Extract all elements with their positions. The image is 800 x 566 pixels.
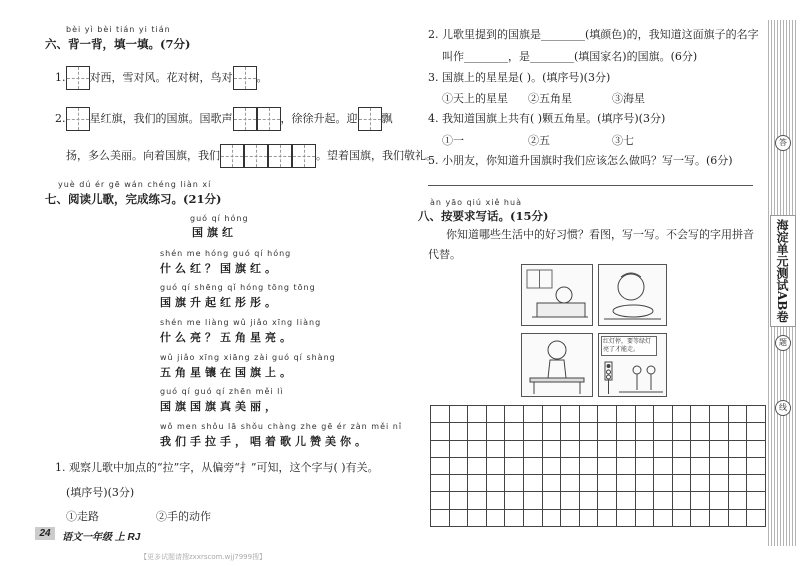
grid-cell[interactable]: [654, 475, 673, 492]
grid-cell[interactable]: [654, 406, 673, 423]
grid-cell[interactable]: [598, 457, 617, 474]
q7-1-option-1: ①走路: [66, 510, 99, 523]
grid-row: [431, 492, 766, 509]
q6-2-text-c: 飘: [381, 112, 393, 125]
q7-4-option-1: ①一: [442, 134, 464, 147]
grid-cell[interactable]: [505, 475, 524, 492]
grid-cell[interactable]: [431, 492, 450, 509]
grid-cell[interactable]: [616, 440, 635, 457]
grid-cell[interactable]: [523, 423, 542, 440]
poem-line: 什么亮？五角星亮。: [160, 331, 295, 344]
grid-cell[interactable]: [523, 509, 542, 526]
grid-cell[interactable]: [449, 406, 468, 423]
grid-cell[interactable]: [598, 440, 617, 457]
poem-title-pinyin: guó qí hóng: [190, 214, 249, 223]
q7-3-option-2: ②五角星: [528, 92, 572, 105]
q6-2-text-a: 星红旗，我们的国旗。国歌声: [89, 112, 233, 125]
writing-grid[interactable]: [430, 405, 766, 527]
grid-cell[interactable]: [654, 423, 673, 440]
poem-title: 国旗红: [192, 226, 237, 239]
grid-cell[interactable]: [486, 406, 505, 423]
s8-instructions: 你知道哪些生活中的好习惯？看图，写一写。不会写的字用拼音: [446, 228, 754, 241]
page-footer: 语文一年级 上 RJ: [62, 532, 141, 543]
grid-cell[interactable]: [691, 475, 710, 492]
grid-cell[interactable]: [486, 440, 505, 457]
grid-cell[interactable]: [747, 492, 766, 509]
grid-cell[interactable]: [579, 457, 598, 474]
q6-2-line2: [66, 144, 437, 168]
poem-line: 五角星镶在国旗上。: [160, 366, 295, 379]
grid-cell[interactable]: [486, 509, 505, 526]
grid-cell[interactable]: [672, 423, 691, 440]
grid-cell[interactable]: [561, 492, 580, 509]
grid-cell[interactable]: [486, 475, 505, 492]
grid-cell[interactable]: [709, 457, 728, 474]
poem-line-pinyin: guó qí guó qí zhēn měi lì: [160, 387, 284, 396]
grid-cell[interactable]: [542, 492, 561, 509]
grid-cell[interactable]: [449, 457, 468, 474]
q7-3: 3. 国旗上的星星是( )。(填序号)(3分): [428, 71, 611, 84]
grid-cell[interactable]: [598, 406, 617, 423]
q7-3-option-1: ①天上的星星: [442, 92, 508, 105]
char-box[interactable]: [233, 107, 257, 131]
picture-homework: [521, 333, 593, 397]
grid-cell[interactable]: [598, 509, 617, 526]
grid-cell[interactable]: [431, 509, 450, 526]
grid-cell[interactable]: [505, 509, 524, 526]
section8-title: 八、按要求写话。(15分): [418, 209, 549, 223]
grid-cell[interactable]: [523, 440, 542, 457]
grid-cell[interactable]: [579, 440, 598, 457]
q7-3-option-3: ③海星: [612, 92, 645, 105]
grid-cell[interactable]: [616, 457, 635, 474]
char-box[interactable]: [244, 144, 268, 168]
grid-cell[interactable]: [431, 406, 450, 423]
grid-cell[interactable]: [691, 509, 710, 526]
grid-cell[interactable]: [561, 423, 580, 440]
grid-cell[interactable]: [672, 457, 691, 474]
grid-cell[interactable]: [598, 475, 617, 492]
side-label-box: [770, 215, 796, 327]
side-strip: [768, 20, 796, 546]
poem-line-pinyin: shén me hóng guó qí hóng: [160, 249, 292, 258]
poem-line-pinyin: wǔ jiǎo xīng xiāng zài guó qí shàng: [160, 353, 336, 362]
grid-cell[interactable]: [542, 440, 561, 457]
grid-cell[interactable]: [561, 457, 580, 474]
grid-cell[interactable]: [449, 423, 468, 440]
side-mark: 答: [775, 135, 791, 151]
grid-cell[interactable]: [616, 492, 635, 509]
section7-title: 七、阅读儿歌，完成练习。(21分): [45, 192, 222, 206]
picture-eating: [598, 264, 667, 326]
grid-row: [431, 423, 766, 440]
q7-2-line2: 叫作________，是________(填国家名)的国旗。(6分): [442, 50, 698, 63]
grid-cell[interactable]: [635, 406, 654, 423]
grid-cell[interactable]: [635, 440, 654, 457]
char-box[interactable]: [66, 66, 90, 90]
q6-1-text: 对西，雪对风。花对树，鸟对: [89, 71, 233, 84]
poem-line-pinyin: wǒ men shǒu lā shǒu chàng zhe gē ér zàn měi nǐ: [160, 422, 403, 431]
grid-cell[interactable]: [691, 440, 710, 457]
grid-cell[interactable]: [523, 492, 542, 509]
grid-cell[interactable]: [579, 492, 598, 509]
grid-cell[interactable]: [616, 406, 635, 423]
grid-cell[interactable]: [654, 457, 673, 474]
q6-2-text-b: ，徐徐升起。迎: [280, 112, 358, 125]
grid-cell[interactable]: [505, 406, 524, 423]
grid-cell[interactable]: [542, 509, 561, 526]
grid-cell[interactable]: [616, 509, 635, 526]
side-mark: 线: [775, 400, 791, 416]
grid-cell[interactable]: [672, 440, 691, 457]
grid-cell[interactable]: [691, 423, 710, 440]
char-box[interactable]: [233, 66, 257, 90]
q6-1-end: 。: [256, 71, 268, 84]
grid-cell[interactable]: [728, 440, 747, 457]
grid-cell[interactable]: [635, 475, 654, 492]
s8-pinyin: àn yāo qiú xiě huà: [430, 198, 522, 207]
grid-cell[interactable]: [598, 492, 617, 509]
grid-cell[interactable]: [672, 475, 691, 492]
char-box[interactable]: [268, 144, 292, 168]
q6-2: [55, 107, 393, 131]
grid-cell[interactable]: [561, 406, 580, 423]
grid-cell[interactable]: [747, 457, 766, 474]
grid-cell[interactable]: [747, 423, 766, 440]
grid-cell[interactable]: [449, 440, 468, 457]
s8-instructions-cont: 代替。: [428, 248, 461, 261]
grid-cell[interactable]: [505, 440, 524, 457]
girl-writing-illustration: [522, 334, 592, 396]
grid-cell[interactable]: [449, 492, 468, 509]
grid-cell[interactable]: [579, 509, 598, 526]
grid-cell[interactable]: [449, 475, 468, 492]
grid-cell[interactable]: [468, 440, 487, 457]
grid-cell[interactable]: [431, 423, 450, 440]
grid-cell[interactable]: [709, 423, 728, 440]
side-label: 海淀单元测试AB卷: [775, 219, 789, 323]
grid-cell[interactable]: [449, 509, 468, 526]
q6-2-number: 2.: [55, 112, 66, 125]
grid-cell[interactable]: [598, 423, 617, 440]
grid-row: [431, 509, 766, 526]
char-box[interactable]: [257, 107, 281, 131]
grid-cell[interactable]: [542, 475, 561, 492]
grid-cell[interactable]: [523, 475, 542, 492]
grid-cell[interactable]: [672, 406, 691, 423]
grid-row: [431, 475, 766, 492]
grid-cell[interactable]: [635, 423, 654, 440]
speech-bubble: 红灯停，要等绿灯亮了才能走。: [601, 336, 657, 356]
s6-pinyin: bèi yì bèi tián yi tián: [66, 25, 171, 34]
q7-4-option-3: ③七: [612, 134, 634, 147]
grid-cell[interactable]: [523, 406, 542, 423]
grid-cell[interactable]: [654, 492, 673, 509]
grid-cell[interactable]: [635, 492, 654, 509]
grid-cell[interactable]: [654, 440, 673, 457]
girl-in-bed-illustration: [522, 265, 592, 325]
poem-line: 什么红？国旗红。: [160, 262, 280, 275]
watermark: 【更多试题请搜zxxrscom.wjj7999搜】: [140, 553, 267, 561]
q7-1-option-2: ②手的动作: [156, 510, 211, 523]
side-mark: 题: [775, 335, 791, 351]
grid-cell[interactable]: [468, 457, 487, 474]
poem-line: 国旗国旗真美丽，: [160, 400, 280, 413]
poem-line-pinyin: guó qí shēng qǐ hóng tōng tōng: [160, 283, 316, 292]
grid-cell[interactable]: [468, 406, 487, 423]
grid-cell[interactable]: [672, 509, 691, 526]
grid-cell[interactable]: [431, 457, 450, 474]
picture-traffic-light: [598, 333, 667, 397]
grid-cell[interactable]: [654, 509, 673, 526]
picture-wake-up: [521, 264, 593, 326]
grid-cell[interactable]: [691, 406, 710, 423]
grid-cell[interactable]: [672, 492, 691, 509]
grid-cell[interactable]: [709, 406, 728, 423]
s7-pinyin: yuè dú ér gē wán chéng liàn xí: [58, 180, 212, 189]
grid-cell[interactable]: [561, 509, 580, 526]
grid-cell[interactable]: [468, 509, 487, 526]
q6-2-text-e: 。望着国旗，我们敬礼。: [316, 149, 437, 162]
grid-cell[interactable]: [747, 509, 766, 526]
grid-cell[interactable]: [747, 475, 766, 492]
q7-4-option-2: ②五: [528, 134, 550, 147]
q6-1-number: 1.: [55, 71, 66, 84]
grid-cell[interactable]: [691, 457, 710, 474]
grid-row: [431, 440, 766, 457]
q7-5: 5. 小朋友，你知道升国旗时我们应该怎么做吗？写一写。(6分): [428, 154, 733, 167]
grid-cell[interactable]: [561, 475, 580, 492]
grid-cell[interactable]: [468, 475, 487, 492]
answer-line[interactable]: [428, 185, 753, 186]
grid-cell[interactable]: [505, 492, 524, 509]
grid-cell[interactable]: [709, 509, 728, 526]
grid-cell[interactable]: [579, 475, 598, 492]
grid-cell[interactable]: [709, 492, 728, 509]
q6-2-text-d: 扬，多么美丽。向着国旗，我们: [66, 149, 220, 162]
grid-cell[interactable]: [486, 492, 505, 509]
poem-line: 我们手拉手，唱着歌儿赞美你。: [160, 435, 370, 448]
poem-line-pinyin: shén me liàng wǔ jiǎo xīng liàng: [160, 318, 322, 327]
section6-title: 六、背一背，填一填。(7分): [45, 37, 191, 51]
grid-cell[interactable]: [616, 423, 635, 440]
grid-cell[interactable]: [505, 457, 524, 474]
char-box[interactable]: [66, 107, 90, 131]
grid-cell[interactable]: [728, 457, 747, 474]
char-box[interactable]: [292, 144, 316, 168]
grid-row: [431, 406, 766, 423]
q6-1: [55, 66, 268, 90]
grid-cell[interactable]: [635, 509, 654, 526]
grid-cell[interactable]: [468, 492, 487, 509]
grid-cell[interactable]: [579, 423, 598, 440]
page-number: 24: [35, 527, 55, 540]
grid-cell[interactable]: [431, 475, 450, 492]
grid-cell[interactable]: [579, 406, 598, 423]
q7-1: 1. 观察儿歌中加点的“拉”字，从偏旁“扌”可知，这个字与( )有关。: [55, 461, 379, 474]
grid-cell[interactable]: [728, 423, 747, 440]
grid-cell[interactable]: [709, 440, 728, 457]
grid-cell[interactable]: [616, 475, 635, 492]
grid-cell[interactable]: [728, 492, 747, 509]
poem-line: 国旗升起红彤彤。: [160, 296, 280, 309]
boy-eating-illustration: [599, 265, 666, 325]
grid-cell[interactable]: [523, 457, 542, 474]
q7-2-line1: 2. 儿歌里提到的国旗是________(填颜色)的，我知道这面旗子的名字: [428, 28, 759, 41]
grid-cell[interactable]: [486, 457, 505, 474]
q7-4: 4. 我知道国旗上共有( )颗五角星。(填序号)(3分): [428, 112, 666, 125]
grid-cell[interactable]: [728, 406, 747, 423]
grid-cell[interactable]: [542, 406, 561, 423]
grid-cell[interactable]: [542, 423, 561, 440]
grid-cell[interactable]: [561, 440, 580, 457]
grid-cell[interactable]: [747, 440, 766, 457]
grid-cell[interactable]: [431, 440, 450, 457]
grid-cell[interactable]: [486, 423, 505, 440]
grid-cell[interactable]: [691, 492, 710, 509]
char-box[interactable]: [358, 107, 382, 131]
char-box[interactable]: [220, 144, 244, 168]
grid-cell[interactable]: [728, 509, 747, 526]
grid-cell[interactable]: [747, 406, 766, 423]
q7-1-score: (填序号)(3分): [66, 486, 135, 499]
grid-cell[interactable]: [635, 457, 654, 474]
grid-cell[interactable]: [505, 423, 524, 440]
grid-cell[interactable]: [709, 475, 728, 492]
grid-cell[interactable]: [468, 423, 487, 440]
grid-cell[interactable]: [728, 475, 747, 492]
grid-cell[interactable]: [542, 457, 561, 474]
grid-row: [431, 457, 766, 474]
